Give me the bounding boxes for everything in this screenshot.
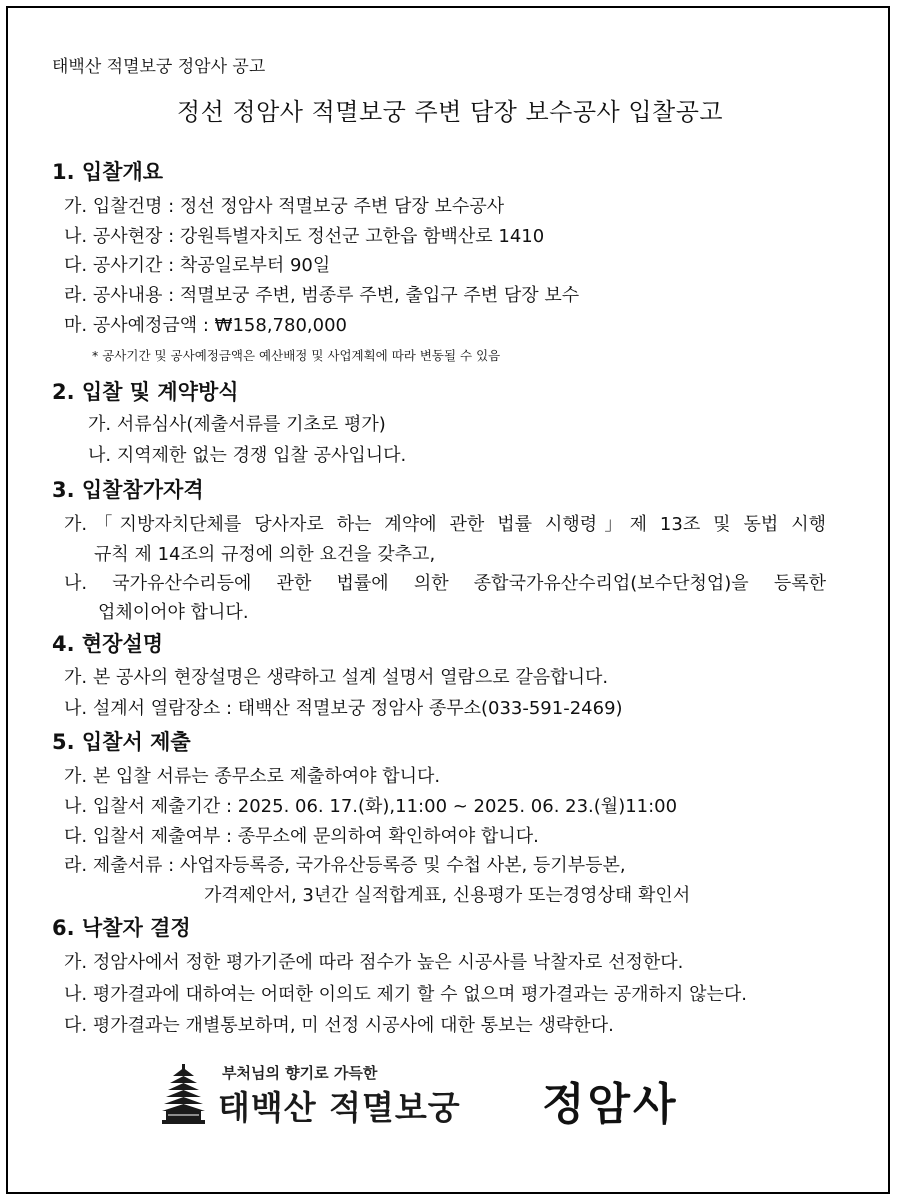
section-3-item: 규칙 제 14조의 규정에 의한 요건을 갖추고, [94, 544, 436, 565]
section-6-heading: 6. 낙찰자 결정 [52, 916, 191, 940]
section-1-heading: 1. 입찰개요 [52, 160, 164, 184]
section-1-note: * 공사기간 및 공사예정금액은 예산배정 및 사업계획에 따라 변동될 수 있음 [92, 348, 501, 363]
section-3-item: 나. 국가유산수리등에 관한 법률에 의한 종합국가유산수리업(보수단청업)을 등록한 [64, 573, 826, 594]
section-5-item: 가격제안서, 3년간 실적합계표, 신용평가 또는경영상태 확인서 [204, 885, 691, 906]
section-6-item: 다. 평가결과는 개별통보하며, 미 선정 시공사에 대한 통보는 생략한다. [64, 1015, 614, 1036]
section-2-item: 가. 서류심사(제출서류를 기초로 평가) [88, 414, 386, 435]
section-4-item: 가. 본 공사의 현장설명은 생략하고 설계 설명서 열람으로 갈음합니다. [64, 667, 609, 688]
section-1-item: 마. 공사예정금액 : ₩158,780,000 [64, 315, 347, 336]
section-2-heading: 2. 입찰 및 계약방식 [52, 380, 239, 404]
section-6-item: 나. 평가결과에 대하여는 어떠한 이의도 제기 할 수 없으며 평가결과는 공개하지 않는다. [64, 984, 747, 1005]
logo-name: 태백산 적멸보궁 [218, 1088, 461, 1127]
section-5-heading: 5. 입찰서 제출 [52, 730, 191, 754]
section-1-item: 다. 공사기간 : 착공일로부터 90일 [64, 255, 331, 276]
section-1-item: 나. 공사현장 : 강원특별자치도 정선군 고한읍 함백산로 1410 [64, 226, 545, 247]
section-5-item: 라. 제출서류 : 사업자등록증, 국가유산등록증 및 수첩 사본, 등기부등본, [64, 855, 626, 876]
section-1-item: 라. 공사내용 : 적멸보궁 주변, 범종루 주변, 출입구 주변 담장 보수 [64, 285, 580, 306]
section-5-item: 다. 입찰서 제출여부 : 종무소에 문의하여 확인하여야 합니다. [64, 826, 539, 847]
section-1-item: 가. 입찰건명 : 정선 정암사 적멸보궁 주변 담장 보수공사 [64, 196, 505, 217]
section-2-item: 나. 지역제한 없는 경쟁 입찰 공사입니다. [88, 445, 407, 466]
section-3-item: 가.「지방자치단체를 당사자로 하는 계약에 관한 법률 시행령」제 13조 및 동법 시행 [64, 514, 826, 535]
header-note: 태백산 적멸보궁 정암사 공고 [52, 57, 266, 77]
page-title: 정선 정암사 적멸보궁 주변 담장 보수공사 입찰공고 [176, 98, 724, 126]
section-6-item: 가. 정암사에서 정한 평가기준에 따라 점수가 높은 시공사를 낙찰자로 선정한다. [64, 952, 684, 973]
section-4-heading: 4. 현장설명 [52, 632, 164, 656]
section-3-heading: 3. 입찰참가자격 [52, 478, 204, 502]
logo-slogan: 부처님의 향기로 가득한 [222, 1064, 378, 1082]
section-3-item: 업체이어야 합니다. [98, 602, 249, 623]
section-5-item: 가. 본 입찰 서류는 종무소로 제출하여야 합니다. [64, 766, 441, 787]
section-4-item: 나. 설계서 열람장소 : 태백산 적멸보궁 정암사 종무소(033-591-2469) [64, 698, 623, 719]
temple-logo [160, 1058, 760, 1128]
logo-temple-name: 정암사 [542, 1079, 679, 1130]
section-5-item: 나. 입찰서 제출기간 : 2025. 06. 17.(화),11:00 ~ 2025. 06. 23.(월)11:00 [64, 796, 678, 817]
